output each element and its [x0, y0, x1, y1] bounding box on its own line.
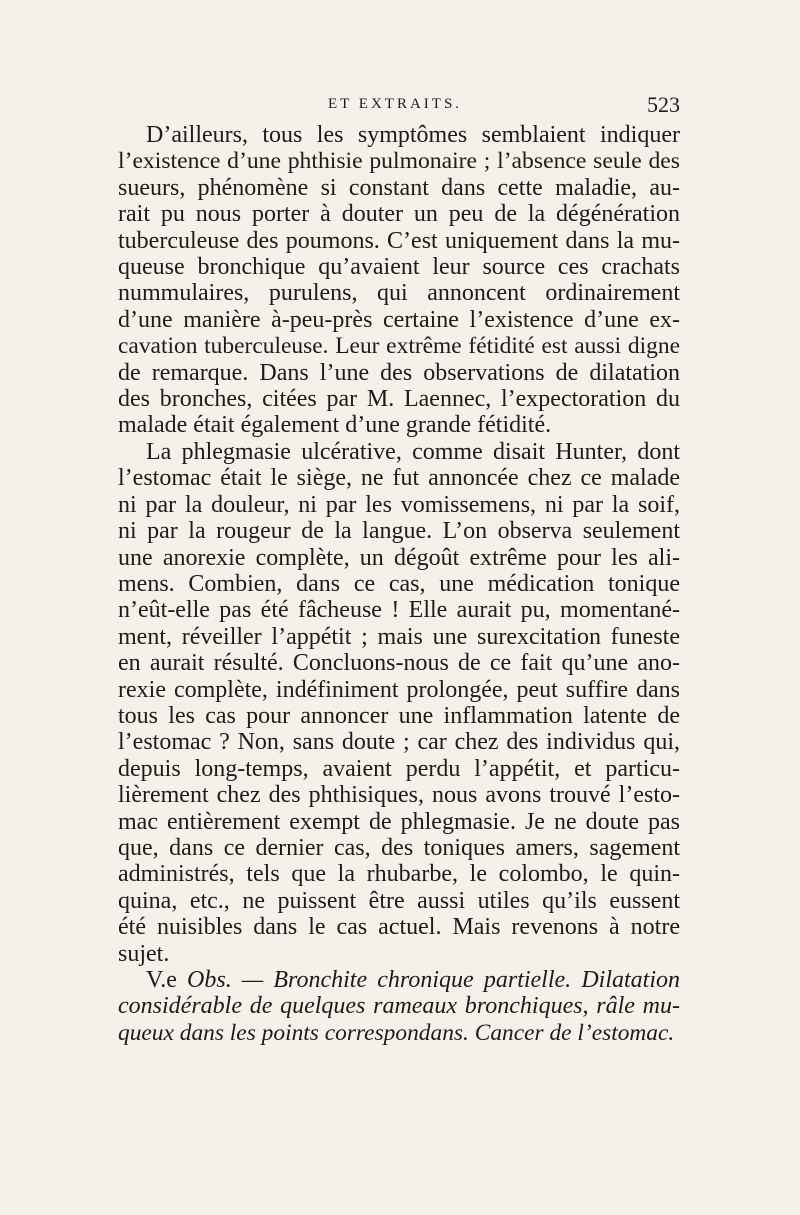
text-line: des bronches, citées par M. Laennec, l’expectoration du — [118, 386, 680, 413]
text-line: ni par la rougeur de la langue. L’on observa seulement — [118, 518, 680, 545]
text-line: queux dans les points correspondans. Cancer de l’estomac. — [118, 1019, 675, 1046]
page-header — [118, 92, 680, 122]
text-line: tous les cas pour annoncer une inflammation latente de — [118, 702, 680, 729]
text-line: l’existence d’une phthisie pulmonaire ; l’absence seule des — [118, 148, 680, 175]
text-line: d’une manière à-peu-près certaine l’existence d’une ex- — [118, 306, 680, 333]
text-line: sujet. — [118, 940, 170, 967]
text-line: l’estomac était le siège, ne fut annoncée chez ce malade — [118, 465, 680, 492]
text-line: rexie complète, indéfiniment prolongée, peut suffire dans — [118, 676, 680, 703]
text-line: rait pu nous porter à douter un peu de la dégénération — [118, 201, 680, 228]
body-text — [118, 122, 680, 1046]
text-line: une anorexie complète, un dégoût extrême pour les ali- — [118, 544, 680, 571]
text-line: quina, etc., ne puissent être aussi utiles qu’ils eussent — [118, 887, 680, 914]
text-line: tuberculeuse des poumons. C’est uniquement dans la mu- — [118, 227, 680, 254]
text-line: que, dans ce dernier cas, des toniques amers, sagement — [118, 834, 680, 861]
text-line: nummulaires, purulens, qui annoncent ordinairement — [118, 280, 680, 307]
text-line: D’ailleurs, tous les symptômes semblaient indiquer — [146, 122, 680, 148]
observation-heading — [118, 967, 680, 1046]
text-line: de remarque. Dans l’une des observations de dilatation — [118, 359, 680, 386]
text-line: mac entièrement exempt de phlegmasie. Je ne doute pas — [118, 808, 680, 835]
text-line — [118, 967, 680, 993]
text-line: l’estomac ? Non, sans doute ; car chez des individus qui, — [118, 729, 680, 756]
observation-number: V.e — [146, 967, 177, 993]
text-line: lièrement chez des phthisiques, nous avons trouvé l’esto- — [118, 782, 680, 809]
text-line: depuis long-temps, avaient perdu l’appétit, et particu- — [118, 755, 680, 782]
text-line: malade était également d’une grande fétidité. — [118, 412, 552, 439]
page-number: 523 — [647, 92, 680, 117]
text-line: queuse bronchique qu’avaient leur source ces crachats — [118, 254, 680, 281]
running-head: ET EXTRAITS. — [328, 96, 463, 112]
text-line: sueurs, phénomène si constant dans cette maladie, au- — [118, 174, 680, 201]
paragraph-dilatation — [118, 122, 680, 439]
text-line: mens. Combien, dans ce cas, une médication tonique — [118, 570, 680, 597]
text-line: administrés, tels que la rhubarbe, le colombo, le quin- — [118, 861, 680, 888]
text-line: en aurait résulté. Concluons-nous de ce fait qu’une ano- — [118, 650, 680, 677]
text-line: ment, réveiller l’appétit ; mais une surexcitation funeste — [118, 623, 680, 650]
text-line: ni par la douleur, ni par les vomissemens, ni par la soif, — [118, 491, 680, 518]
text-line: n’eût-elle pas été fâcheuse ! Elle aurait pu, momentané- — [118, 597, 680, 624]
paragraph-phlegmasie — [118, 439, 680, 967]
text-line: été nuisibles dans le cas actuel. Mais revenons à notre — [118, 914, 680, 941]
text-line: cavation tuberculeuse. Leur extrême fétidité est aussi digne — [118, 333, 680, 360]
observation-title: Obs. — Bronchite chronique partielle. Dilatation — [187, 967, 680, 993]
text-line: considérable de quelques rameaux bronchiques, râle mu- — [118, 993, 680, 1020]
text-line: La phlegmasie ulcérative, comme disait Hunter, dont — [146, 438, 680, 465]
